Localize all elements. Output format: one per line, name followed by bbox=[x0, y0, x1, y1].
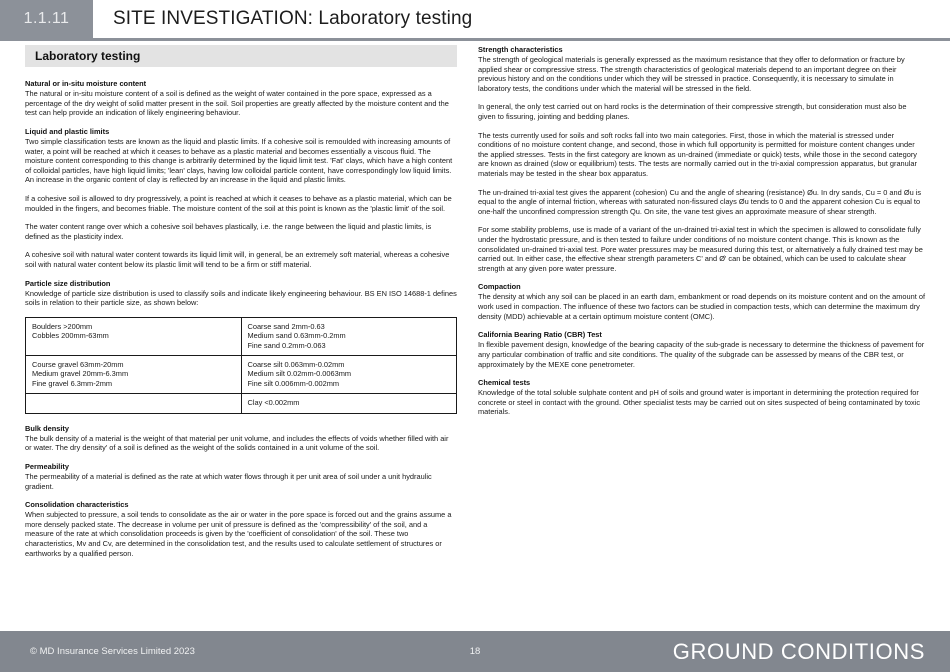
table-cell-line: Medium gravel 20mm-6.3mm bbox=[32, 369, 129, 379]
block-paragraph: The tests currently used for soils and soft rocks fall into two main categories. First, those in which the material is stressed under conditions of no moisture content change, and second, those in which full opportunity is permitted for moisture content changes under the applied stresses. Tests in the first category are known as un-drained (immediate or quick) tests, while those in the second category are known as drained (slow or equilibrium) tests. The tests are normally carried out in the tri-axial compression apparatus, but granular materials may be tested in the shear box apparatus. bbox=[478, 130, 918, 179]
text-block bbox=[25, 500, 457, 558]
text-block bbox=[25, 462, 457, 491]
particle-size-table bbox=[25, 317, 457, 414]
table-cell-left bbox=[26, 317, 242, 355]
table-cell-line: Coarse silt 0.063mm-0.02mm bbox=[247, 360, 345, 369]
table-row bbox=[26, 317, 457, 355]
page-content bbox=[0, 45, 950, 625]
header-section-number-block bbox=[0, 0, 93, 38]
table-row bbox=[26, 394, 457, 413]
block-paragraph: In general, the only test carried out on hard rocks is the determination of their compressive strength, but consideration must also be given to fissuring, jointing and bedding planes. bbox=[478, 102, 907, 122]
section-bar bbox=[25, 45, 457, 67]
table-cell-line: Fine gravel 6.3mm-2mm bbox=[32, 378, 113, 388]
block-paragraph: The density at which any soil can be placed in an earth dam, embankment or road depends on its moisture content and on the amount of work used in compaction. The influence of these two factors can be studied in compaction tests, which can determine the maximum dry density (MDD) achievable at a certain optimum moisture content (OMC). bbox=[478, 292, 925, 321]
block-heading: Chemical tests bbox=[478, 378, 531, 388]
block-heading: Bulk density bbox=[25, 423, 69, 433]
page-title: SITE INVESTIGATION: Laboratory testing bbox=[113, 8, 473, 29]
table-cell-line: Medium sand 0.63mm-0.2mm bbox=[247, 331, 346, 341]
block-paragraph: The un-drained tri-axial test gives the apparent (cohesion) Cu and the angle of shearing (resistance) Øu. In dry sands, Cu = 0 and Øu is equal to the angle of internal friction, whereas with saturated non-fissured clays Øu tends to 0 and the apparent cohesion Cu is equal to one-half the unconfined compression strength Qu. On site, the vane test gives an approximate measure of shear strength. bbox=[478, 187, 922, 216]
block-heading: California Bearing Ratio (CBR) Test bbox=[478, 330, 602, 340]
table-cell-line: Coarse sand 2mm-0.63 bbox=[247, 321, 325, 331]
table-cell-right bbox=[241, 317, 457, 355]
block-heading: Permeability bbox=[25, 461, 69, 471]
table-cell-left bbox=[26, 356, 242, 394]
page-header bbox=[0, 0, 950, 38]
block-paragraph: Two simple classification tests are known as the liquid and plastic limits. If a cohesive soil is remoulded with increasing amounts of water, a point will be reached at which it ceases to behave as a plastic material and becomes essentially a viscous fluid. The moisture content corresponding to this change is arbitrarily determined by the liquid limit test. 'Fat' clays, which have a high content of colloidal particles, have high liquid limits; 'lean' clays, having low colloidal particle content, have correspondingly low liquid limits. An increase in the organic content of clay is reflected by an increase in the liquid and plastic limits. bbox=[25, 136, 453, 185]
table-cell-right bbox=[241, 356, 457, 394]
header-title-block bbox=[93, 0, 950, 38]
block-paragraph: Knowledge of the total soluble sulphate content and pH of soils and ground water is important in determining the protection required for concrete or steel in contact with the ground. Other specialist tests may be carried out on sites suspected of being contaminated by toxic materials. bbox=[478, 388, 921, 417]
text-block bbox=[478, 378, 925, 417]
right-column-blocks bbox=[478, 45, 925, 417]
block-heading: Strength characteristics bbox=[478, 45, 563, 54]
footer-page-number: 18 bbox=[469, 646, 481, 657]
text-block bbox=[25, 424, 457, 453]
block-paragraph: The bulk density of a material is the weight of that material per unit volume, and includes the effects of voids whether filled with air or water. The dry density' of a soil is defined as the weight of the solids contained in a unit volume of the soil. bbox=[25, 433, 449, 453]
block-paragraph: A cohesive soil with natural water content towards its liquid limit will, in general, be an extremely soft material, whereas a cohesive soil with natural water content below its plastic limit will tend to be a firm or stiff material. bbox=[25, 250, 450, 269]
text-block bbox=[478, 45, 925, 273]
left-column-blocks-before-table bbox=[25, 79, 457, 308]
block-heading: Consolidation characteristics bbox=[25, 500, 129, 510]
block-heading: Particle size distribution bbox=[25, 278, 111, 288]
footer-brand: GROUND CONDITIONS bbox=[672, 638, 925, 664]
block-paragraph: The permeability of a material is defined as the rate at which water flows through it per unit area of soil under a unit hydraulic gradient. bbox=[25, 472, 432, 491]
block-paragraph: Knowledge of particle size distribution is used to classify soils and indicate likely engineering behaviour. BS EN ISO 14688-1 defines soils in relation to their particle size, as shown below: bbox=[25, 288, 457, 308]
text-block bbox=[25, 279, 457, 308]
left-column bbox=[0, 45, 475, 625]
table-cell-line: Boulders >200mm bbox=[32, 321, 93, 331]
table-cell-line: Medium silt 0.02mm-0.0063mm bbox=[247, 369, 352, 379]
block-paragraph: The natural or in-situ moisture content of a soil is defined as the weight of water contained in the pore space, expressed as a percentage of the dry weight of solid matter present in the soil. Soil properties are greatly affected by the moisture content and the test can help provide an indication of likely engineering behaviour. bbox=[25, 89, 449, 118]
block-paragraph: When subjected to pressure, a soil tends to consolidate as the air or water in the pore space is forced out and the grains assume a more densely packed state. The decrease in volume per unit of pressure is defined as the 'compressibility' of the soil, and a measure of the rate at which consolidation proceeds is given by the 'coefficient of consolidation' of the soil. These two characteristics, Mv and Cv, are determined in the consolidation test, and the results used to calculate settlement of structures or earthworks by a qualified person. bbox=[25, 510, 452, 558]
text-block bbox=[25, 79, 457, 118]
block-paragraph: The water content range over which a cohesive soil behaves plastically, i.e. the range between the liquid and plastic limits, is defined as the plasticity index. bbox=[25, 222, 432, 241]
table-cell-line: Course gravel 63mm-20mm bbox=[32, 360, 124, 369]
table-row bbox=[26, 356, 457, 394]
table-cell-line: Clay <0.002mm bbox=[247, 398, 300, 408]
block-paragraph: The strength of geological materials is generally expressed as the maximum resistance that they offer to deformation or fracture by applied shear or compressive stress. The strength characteristics of geological materials depend to an important degree on their previous history and on the conditions under which they will be stressed in practice. Consequently, it is necessary to simulate in laboratory tests, the conditions under which the material will be stressed in the field. bbox=[478, 55, 905, 93]
block-paragraph: In flexible pavement design, knowledge of the bearing capacity of the sub-grade is necessary to determine the thickness of pavement for any particular combination of traffic and site conditions. The quality of the subgrade can be assessed by means of the CBR test, or approximately by the MEXE cone penetrometer. bbox=[478, 340, 925, 369]
table-cell-line: Fine silt 0.006mm-0.002mm bbox=[247, 378, 340, 388]
table-cell-left bbox=[26, 394, 242, 413]
header-section-number: 1.1.11 bbox=[23, 10, 70, 27]
text-block bbox=[478, 330, 925, 369]
table-cell-right bbox=[241, 394, 457, 413]
block-heading: Compaction bbox=[478, 282, 521, 292]
text-block bbox=[25, 127, 457, 270]
footer-copyright: © MD Insurance Services Limited 2023 bbox=[30, 646, 195, 657]
block-heading: Natural or in-situ moisture content bbox=[25, 79, 147, 88]
header-divider-rule bbox=[0, 38, 950, 41]
right-column bbox=[475, 45, 950, 625]
block-paragraph: If a cohesive soil is allowed to dry progressively, a point is reached at which it ceases to behave as a plastic material, which can be moulded in the fingers, and becomes friable. The moisture content of the soil at this point is known as the 'plastic limit' of the soil. bbox=[25, 193, 452, 213]
section-bar-title: Laboratory testing bbox=[35, 49, 141, 63]
left-column-blocks-after-table bbox=[25, 424, 457, 559]
table-cell-line: Fine sand 0.2mm-0.063 bbox=[247, 340, 326, 350]
block-heading: Liquid and plastic limits bbox=[25, 126, 110, 136]
table-cell-line: Cobbles 200mm-63mm bbox=[32, 331, 109, 341]
page-footer bbox=[0, 631, 950, 672]
text-block bbox=[478, 282, 925, 321]
block-paragraph: For some stability problems, use is made of a variant of the un-drained tri-axial test in which the specimen is allowed to consolidate fully under the hydrostatic pressure, and is then tested to failure under conditions of no moisture content change. This is known as the consolidated un-drained tri-axial test. Pore water pressures may be measured during this test, or alternatively a fully drained test may be carried out. In either case, the effective shear strength parameters C' and Ø' can be obtained, which can be used to calculate shear strength at any given pore water pressure. bbox=[478, 225, 923, 273]
